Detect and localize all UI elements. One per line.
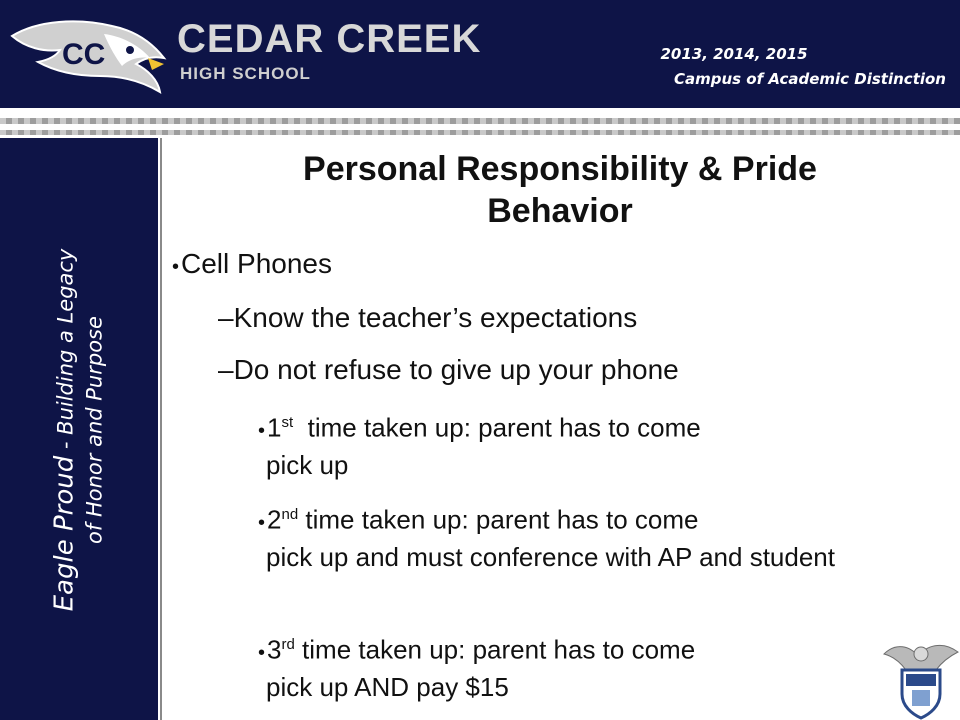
- list-item: •1st time taken up: parent has to come pick up: [258, 412, 701, 480]
- svg-text:CC: CC: [62, 38, 106, 71]
- award-distinction: Campus of Academic Distinction: [673, 70, 946, 88]
- school-subtitle: HIGH SCHOOL: [180, 64, 311, 83]
- school-name: CEDAR CREEK: [177, 17, 482, 61]
- motto-lead: Eagle Proud: [49, 455, 80, 612]
- slide-title-line2: Behavior: [487, 192, 633, 230]
- motto-line2: of Honor and Purpose: [82, 316, 107, 544]
- slide-title-line1: Personal Responsibility & Pride: [303, 150, 817, 188]
- list-item: •2nd time taken up: parent has to come pick up and must conference with AP and student: [258, 504, 835, 572]
- eagle-crest-icon: [882, 636, 960, 720]
- award-years: 2013, 2014, 2015: [660, 45, 808, 63]
- motto-rest: - Building a Legacy: [53, 248, 78, 456]
- bullet-cell-phones: •Cell Phones: [172, 248, 332, 279]
- sub-bullet-expectations: –Know the teacher’s expectations: [218, 302, 638, 333]
- sub-bullet-refuse: –Do not refuse to give up your phone: [218, 354, 679, 385]
- list-item: •3rd time taken up: parent has to come pick up AND pay $15: [258, 634, 696, 702]
